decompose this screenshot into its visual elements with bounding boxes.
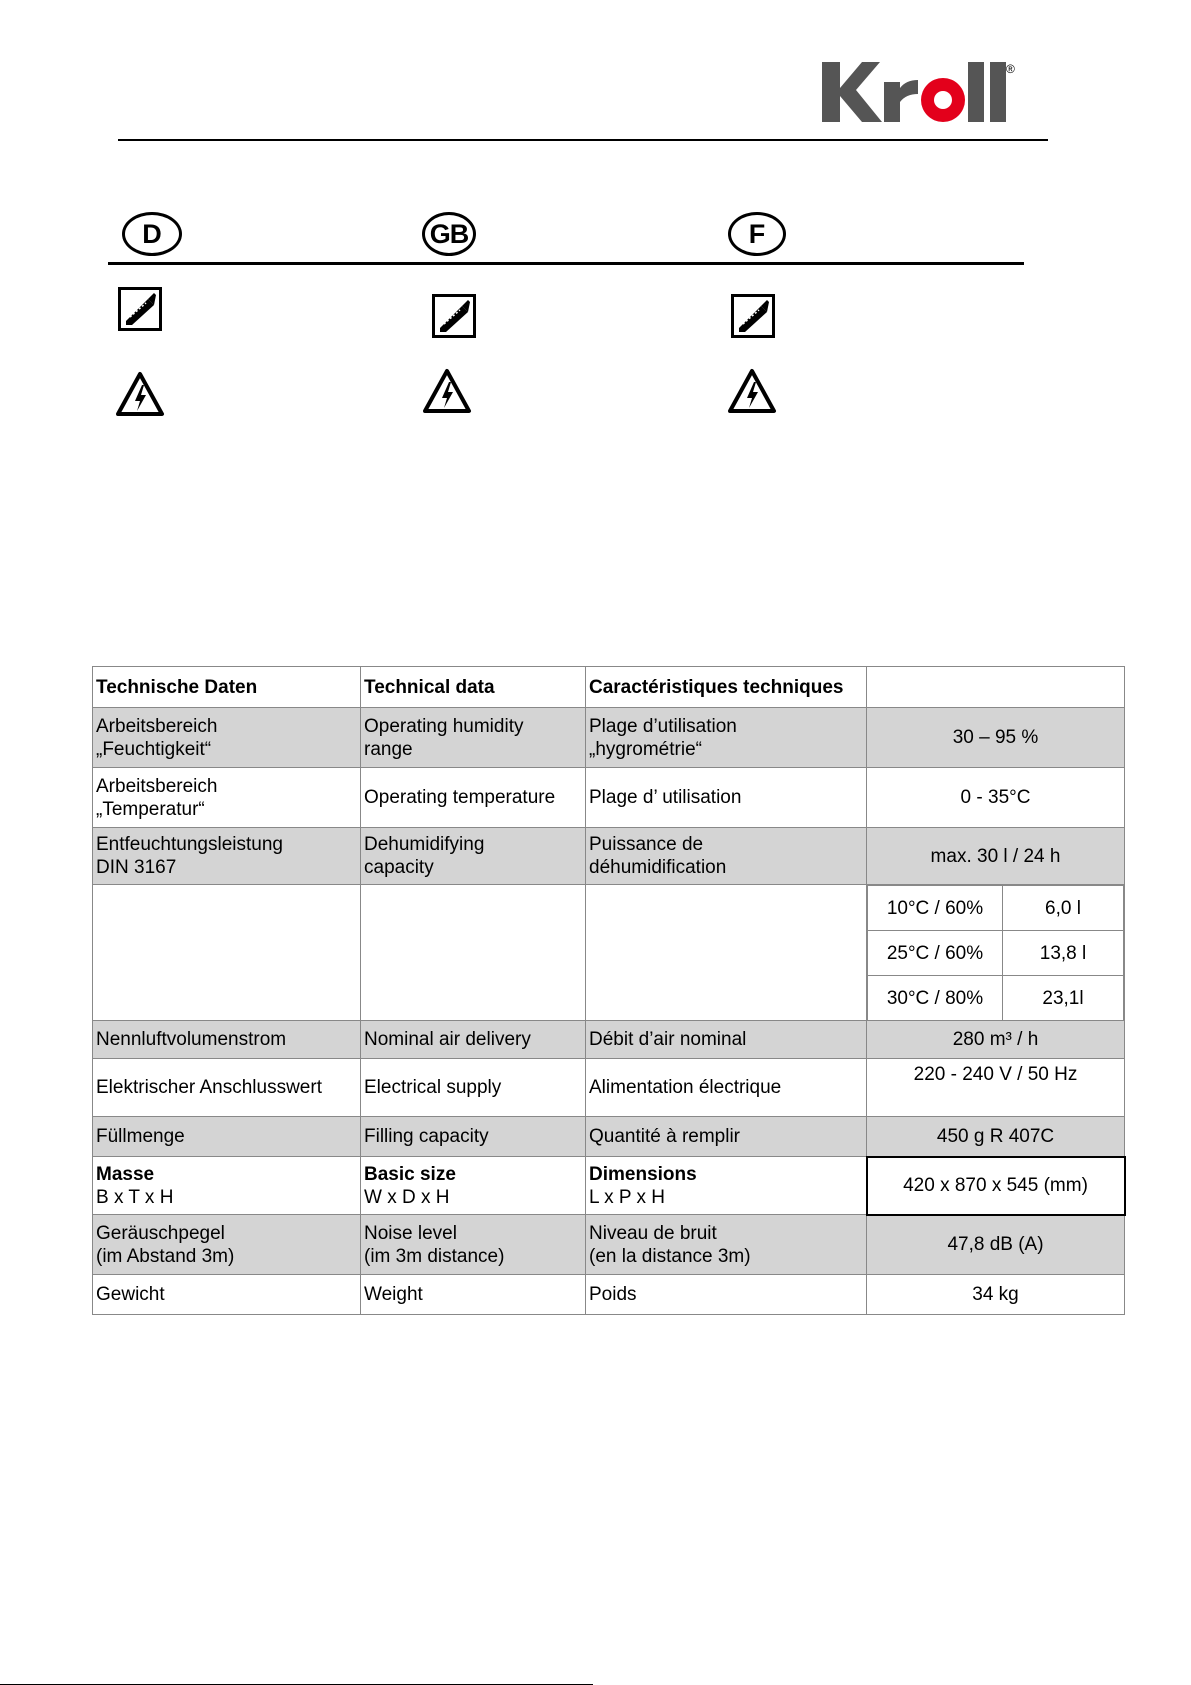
table-row <box>93 1215 1125 1275</box>
label-fr: L x P x H <box>589 1186 666 1208</box>
label-en: Dehumidifying <box>364 834 485 855</box>
label-de: „Temperatur“ <box>96 798 205 820</box>
label-fr: Poids <box>586 1275 867 1315</box>
read-manual-icon <box>731 294 775 338</box>
label-de: (im Abstand 3m) <box>96 1245 235 1267</box>
label-de: „Feuchtigkeit“ <box>96 738 212 760</box>
value-cell: 30 – 95 % <box>867 708 1125 768</box>
capacity-amount: 6,0 l <box>1003 886 1124 931</box>
capacity-amount: 23,1l <box>1003 976 1124 1021</box>
header-rule <box>118 139 1048 141</box>
language-rule <box>108 262 1024 265</box>
electrical-hazard-icon <box>422 368 472 414</box>
value-cell: 280 m³ / h <box>867 1021 1125 1059</box>
capacity-point <box>868 976 1124 1021</box>
label-en: Nominal air delivery <box>361 1021 586 1059</box>
label-de: Nennluftvolumenstrom <box>93 1021 361 1059</box>
table-row <box>93 1275 1125 1315</box>
table-header-row <box>93 667 1125 708</box>
label-de: Masse <box>96 1163 155 1185</box>
label-de: Elektrischer Anschlusswert <box>93 1059 361 1117</box>
label-en: range <box>364 738 413 760</box>
label-de: Entfeuchtungsleistung <box>96 834 283 855</box>
table-row <box>93 1059 1125 1117</box>
label-de: Füllmenge <box>93 1117 361 1157</box>
technical-data-table <box>92 666 1126 1315</box>
value-cell: 450 g R 407C <box>867 1117 1125 1157</box>
electrical-hazard-icon <box>727 368 777 414</box>
value-cell: 34 kg <box>867 1275 1125 1315</box>
header-de: Technische Daten <box>93 667 361 708</box>
read-manual-icon <box>118 287 162 331</box>
language-marker-fr: F <box>728 212 786 256</box>
label-en: W x D x H <box>364 1186 450 1208</box>
table-row <box>93 708 1125 768</box>
label-fr: (en la distance 3m) <box>589 1245 751 1267</box>
label-en: Operating temperature <box>361 768 586 828</box>
value-cell: max. 30 l / 24 h <box>867 828 1125 885</box>
label-de: Geräuschpegel <box>96 1222 225 1244</box>
header-value <box>867 667 1125 708</box>
header-fr: Caractéristiques techniques <box>586 667 867 708</box>
label-en: Basic size <box>364 1163 456 1185</box>
label-en: Weight <box>361 1275 586 1315</box>
label-en: capacity <box>364 857 434 878</box>
label-en: Filling capacity <box>361 1117 586 1157</box>
capacity-condition: 10°C / 60% <box>868 886 1003 931</box>
capacity-detail-row <box>93 885 1125 1021</box>
label-de: Arbeitsbereich <box>96 775 218 797</box>
label-fr: Alimentation électrique <box>586 1059 867 1117</box>
label-fr: Plage d’ utilisation <box>586 768 867 828</box>
value-cell: 420 x 870 x 545 (mm) <box>867 1157 1125 1215</box>
label-fr: déhumidification <box>589 857 727 878</box>
language-marker-gb: GB <box>422 212 476 256</box>
label-en: Operating humidity <box>364 715 524 737</box>
kroll-logo <box>822 58 1022 128</box>
registered-mark: ® <box>1006 62 1015 76</box>
label-en: Noise level <box>364 1222 457 1244</box>
electrical-hazard-icon <box>115 371 165 417</box>
capacity-point <box>868 931 1124 976</box>
table-row <box>93 828 1125 885</box>
label-fr: „hygrométrie“ <box>589 738 702 760</box>
capacity-condition: 30°C / 80% <box>868 976 1003 1021</box>
label-de: DIN 3167 <box>96 857 177 878</box>
table-row <box>93 1021 1125 1059</box>
label-fr: Débit d’air nominal <box>586 1021 867 1059</box>
value-cell: 0 - 35°C <box>867 768 1125 828</box>
table-row <box>93 1117 1125 1157</box>
table-row <box>93 768 1125 828</box>
label-en: Electrical supply <box>361 1059 586 1117</box>
label-fr: Plage d’utilisation <box>589 715 737 737</box>
read-manual-icon <box>432 294 476 338</box>
label-de: Arbeitsbereich <box>96 715 218 737</box>
value-cell: 220 - 240 V / 50 Hz <box>867 1059 1125 1117</box>
label-fr: Dimensions <box>589 1163 697 1185</box>
value-cell: 47,8 dB (A) <box>867 1215 1125 1275</box>
capacity-condition: 25°C / 60% <box>868 931 1003 976</box>
label-fr: Niveau de bruit <box>589 1222 717 1244</box>
label-de: B x T x H <box>96 1186 174 1208</box>
header-en: Technical data <box>361 667 586 708</box>
capacity-amount: 13,8 l <box>1003 931 1124 976</box>
table-row <box>93 1157 1125 1215</box>
capacity-point <box>868 886 1124 931</box>
label-en: (im 3m distance) <box>364 1245 505 1267</box>
language-marker-de: D <box>122 212 182 256</box>
label-fr: Puissance de <box>589 834 704 855</box>
capacity-points-table <box>867 885 1124 1020</box>
label-de: Gewicht <box>93 1275 361 1315</box>
label-fr: Quantité à remplir <box>586 1117 867 1157</box>
